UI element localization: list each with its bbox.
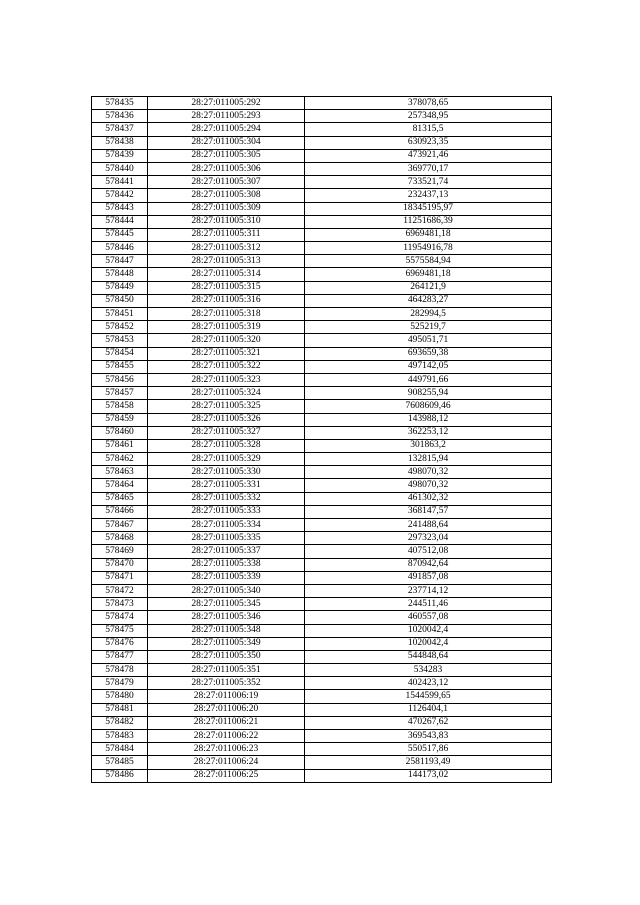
- row-number-cell: 578474: [92, 611, 148, 624]
- cadastral-number-cell: 28:27:011005:305: [148, 149, 305, 162]
- cadastral-number-cell: 28:27:011006:21: [148, 716, 305, 729]
- cadastral-number-cell: 28:27:011005:332: [148, 492, 305, 505]
- table-row: [92, 413, 552, 426]
- value-cell: 6969481,18: [305, 228, 552, 241]
- row-number-cell: 578436: [92, 110, 148, 123]
- row-number-cell: 578452: [92, 321, 148, 334]
- cadastral-number-cell: 28:27:011006:19: [148, 690, 305, 703]
- value-cell: 491857,08: [305, 571, 552, 584]
- cadastral-number-cell: 28:27:011005:340: [148, 584, 305, 597]
- row-number-cell: 578456: [92, 373, 148, 386]
- cadastral-number-cell: 28:27:011005:348: [148, 624, 305, 637]
- cadastral-number-cell: 28:27:011005:337: [148, 545, 305, 558]
- value-cell: 1020042,4: [305, 637, 552, 650]
- row-number-cell: 578468: [92, 532, 148, 545]
- row-number-cell: 578449: [92, 281, 148, 294]
- value-cell: 257348,95: [305, 110, 552, 123]
- table-row: [92, 532, 552, 545]
- cadastral-number-cell: 28:27:011005:346: [148, 611, 305, 624]
- cadastral-number-cell: 28:27:011005:349: [148, 637, 305, 650]
- row-number-cell: 578473: [92, 598, 148, 611]
- row-number-cell: 578463: [92, 466, 148, 479]
- cadastral-number-cell: 28:27:011005:292: [148, 97, 305, 110]
- value-cell: 693659,38: [305, 347, 552, 360]
- row-number-cell: 578484: [92, 743, 148, 756]
- table-row: [92, 110, 552, 123]
- row-number-cell: 578469: [92, 545, 148, 558]
- value-cell: 2581193,49: [305, 756, 552, 769]
- row-number-cell: 578453: [92, 334, 148, 347]
- cadastral-number-cell: 28:27:011005:321: [148, 347, 305, 360]
- cadastral-number-cell: 28:27:011006:22: [148, 730, 305, 743]
- table-row: [92, 558, 552, 571]
- table-row: [92, 281, 552, 294]
- table-row: [92, 677, 552, 690]
- table-row: [92, 439, 552, 452]
- row-number-cell: 578475: [92, 624, 148, 637]
- cadastral-number-cell: 28:27:011005:294: [148, 123, 305, 136]
- value-cell: 1544599,65: [305, 690, 552, 703]
- row-number-cell: 578483: [92, 730, 148, 743]
- table-row: [92, 664, 552, 677]
- row-number-cell: 578464: [92, 479, 148, 492]
- value-cell: 18345195,97: [305, 202, 552, 215]
- table-row: [92, 426, 552, 439]
- table-row: [92, 756, 552, 769]
- value-cell: 81315,5: [305, 123, 552, 136]
- cadastral-number-cell: 28:27:011005:307: [148, 176, 305, 189]
- value-cell: 5575584,94: [305, 255, 552, 268]
- row-number-cell: 578438: [92, 136, 148, 149]
- value-cell: 369543,83: [305, 730, 552, 743]
- row-number-cell: 578451: [92, 308, 148, 321]
- value-cell: 495051,71: [305, 334, 552, 347]
- row-number-cell: 578485: [92, 756, 148, 769]
- row-number-cell: 578437: [92, 123, 148, 136]
- table-row: [92, 492, 552, 505]
- value-cell: 630923,35: [305, 136, 552, 149]
- cadastral-number-cell: 28:27:011005:308: [148, 189, 305, 202]
- table-row: [92, 584, 552, 597]
- value-cell: 11954916,78: [305, 242, 552, 255]
- cadastral-number-cell: 28:27:011005:339: [148, 571, 305, 584]
- cadastral-number-cell: 28:27:011005:316: [148, 294, 305, 307]
- cadastral-number-cell: 28:27:011005:350: [148, 650, 305, 663]
- table-row: [92, 360, 552, 373]
- cadastral-number-cell: 28:27:011005:310: [148, 215, 305, 228]
- cadastral-number-cell: 28:27:011005:323: [148, 373, 305, 386]
- row-number-cell: 578450: [92, 294, 148, 307]
- row-number-cell: 578446: [92, 242, 148, 255]
- table-row: [92, 571, 552, 584]
- row-number-cell: 578477: [92, 650, 148, 663]
- row-number-cell: 578454: [92, 347, 148, 360]
- cadastral-number-cell: 28:27:011005:333: [148, 505, 305, 518]
- cadastral-number-cell: 28:27:011005:315: [148, 281, 305, 294]
- table-row: [92, 769, 552, 782]
- cadastral-number-cell: 28:27:011005:329: [148, 453, 305, 466]
- cadastral-number-cell: 28:27:011005:304: [148, 136, 305, 149]
- row-number-cell: 578471: [92, 571, 148, 584]
- cadastral-number-cell: 28:27:011005:313: [148, 255, 305, 268]
- row-number-cell: 578455: [92, 360, 148, 373]
- value-cell: 368147,57: [305, 505, 552, 518]
- value-cell: 1020042,4: [305, 624, 552, 637]
- cadastral-number-cell: 28:27:011005:326: [148, 413, 305, 426]
- table-row: [92, 637, 552, 650]
- cadastral-number-cell: 28:27:011006:24: [148, 756, 305, 769]
- row-number-cell: 578478: [92, 664, 148, 677]
- row-number-cell: 578442: [92, 189, 148, 202]
- row-number-cell: 578465: [92, 492, 148, 505]
- table-row: [92, 176, 552, 189]
- value-cell: 498070,32: [305, 479, 552, 492]
- table-row: [92, 189, 552, 202]
- row-number-cell: 578466: [92, 505, 148, 518]
- value-cell: 237714,12: [305, 584, 552, 597]
- table-row: [92, 598, 552, 611]
- table-row: [92, 242, 552, 255]
- cadastral-number-cell: 28:27:011005:345: [148, 598, 305, 611]
- table-row: [92, 347, 552, 360]
- table-row: [92, 387, 552, 400]
- cadastral-number-cell: 28:27:011005:309: [148, 202, 305, 215]
- table-row: [92, 730, 552, 743]
- row-number-cell: 578443: [92, 202, 148, 215]
- value-cell: 908255,94: [305, 387, 552, 400]
- value-cell: 369770,17: [305, 162, 552, 175]
- data-table: [91, 96, 552, 783]
- table-row: [92, 466, 552, 479]
- cadastral-number-cell: 28:27:011005:328: [148, 439, 305, 452]
- value-cell: 544848,64: [305, 650, 552, 663]
- row-number-cell: 578482: [92, 716, 148, 729]
- cadastral-number-cell: 28:27:011005:318: [148, 308, 305, 321]
- value-cell: 11251686,39: [305, 215, 552, 228]
- table-row: [92, 373, 552, 386]
- value-cell: 7608609,46: [305, 400, 552, 413]
- row-number-cell: 578448: [92, 268, 148, 281]
- row-number-cell: 578435: [92, 97, 148, 110]
- cadastral-number-cell: 28:27:011005:352: [148, 677, 305, 690]
- row-number-cell: 578458: [92, 400, 148, 413]
- cadastral-number-cell: 28:27:011005:324: [148, 387, 305, 400]
- value-cell: 282994,5: [305, 308, 552, 321]
- row-number-cell: 578444: [92, 215, 148, 228]
- cadastral-number-cell: 28:27:011005:338: [148, 558, 305, 571]
- table-row: [92, 453, 552, 466]
- table-row: [92, 650, 552, 663]
- cadastral-number-cell: 28:27:011005:334: [148, 519, 305, 532]
- cadastral-number-cell: 28:27:011006:25: [148, 769, 305, 782]
- cadastral-number-cell: 28:27:011005:335: [148, 532, 305, 545]
- table-row: [92, 716, 552, 729]
- value-cell: 132815,94: [305, 453, 552, 466]
- table-row: [92, 479, 552, 492]
- value-cell: 498070,32: [305, 466, 552, 479]
- cadastral-number-cell: 28:27:011005:293: [148, 110, 305, 123]
- row-number-cell: 578479: [92, 677, 148, 690]
- cadastral-number-cell: 28:27:011005:306: [148, 162, 305, 175]
- row-number-cell: 578441: [92, 176, 148, 189]
- table-row: [92, 703, 552, 716]
- table-row: [92, 505, 552, 518]
- value-cell: 534283: [305, 664, 552, 677]
- value-cell: 525219,7: [305, 321, 552, 334]
- table-row: [92, 321, 552, 334]
- value-cell: 301863,2: [305, 439, 552, 452]
- value-cell: 870942,64: [305, 558, 552, 571]
- table-row: [92, 690, 552, 703]
- row-number-cell: 578480: [92, 690, 148, 703]
- cadastral-number-cell: 28:27:011005:319: [148, 321, 305, 334]
- value-cell: 143988,12: [305, 413, 552, 426]
- row-number-cell: 578486: [92, 769, 148, 782]
- table-row: [92, 268, 552, 281]
- table-row: [92, 123, 552, 136]
- table-row: [92, 97, 552, 110]
- table-row: [92, 400, 552, 413]
- cadastral-number-cell: 28:27:011005:351: [148, 664, 305, 677]
- table-body: [92, 97, 552, 783]
- cadastral-number-cell: 28:27:011006:23: [148, 743, 305, 756]
- value-cell: 497142,05: [305, 360, 552, 373]
- row-number-cell: 578481: [92, 703, 148, 716]
- row-number-cell: 578457: [92, 387, 148, 400]
- row-number-cell: 578459: [92, 413, 148, 426]
- value-cell: 244511,46: [305, 598, 552, 611]
- cadastral-number-cell: 28:27:011005:314: [148, 268, 305, 281]
- value-cell: 461302,32: [305, 492, 552, 505]
- table-row: [92, 308, 552, 321]
- table-row: [92, 162, 552, 175]
- table-row: [92, 255, 552, 268]
- row-number-cell: 578470: [92, 558, 148, 571]
- table-row: [92, 215, 552, 228]
- table-row: [92, 136, 552, 149]
- table-row: [92, 294, 552, 307]
- value-cell: 407512,08: [305, 545, 552, 558]
- value-cell: 449791,66: [305, 373, 552, 386]
- cadastral-number-cell: 28:27:011005:322: [148, 360, 305, 373]
- value-cell: 144173,02: [305, 769, 552, 782]
- value-cell: 1126404,1: [305, 703, 552, 716]
- value-cell: 297323,04: [305, 532, 552, 545]
- table-row: [92, 624, 552, 637]
- value-cell: 733521,74: [305, 176, 552, 189]
- table-row: [92, 149, 552, 162]
- cadastral-number-cell: 28:27:011005:320: [148, 334, 305, 347]
- table-row: [92, 202, 552, 215]
- table-row: [92, 334, 552, 347]
- table-row: [92, 228, 552, 241]
- value-cell: 470267,62: [305, 716, 552, 729]
- table-row: [92, 611, 552, 624]
- row-number-cell: 578460: [92, 426, 148, 439]
- value-cell: 6969481,18: [305, 268, 552, 281]
- value-cell: 241488,64: [305, 519, 552, 532]
- cadastral-number-cell: 28:27:011005:327: [148, 426, 305, 439]
- table-row: [92, 519, 552, 532]
- row-number-cell: 578461: [92, 439, 148, 452]
- value-cell: 264121,9: [305, 281, 552, 294]
- row-number-cell: 578467: [92, 519, 148, 532]
- value-cell: 232437,13: [305, 189, 552, 202]
- cadastral-number-cell: 28:27:011006:20: [148, 703, 305, 716]
- cadastral-number-cell: 28:27:011005:312: [148, 242, 305, 255]
- value-cell: 464283,27: [305, 294, 552, 307]
- table-row: [92, 545, 552, 558]
- value-cell: 362253,12: [305, 426, 552, 439]
- row-number-cell: 578445: [92, 228, 148, 241]
- row-number-cell: 578439: [92, 149, 148, 162]
- cadastral-number-cell: 28:27:011005:325: [148, 400, 305, 413]
- value-cell: 550517,86: [305, 743, 552, 756]
- value-cell: 402423,12: [305, 677, 552, 690]
- row-number-cell: 578447: [92, 255, 148, 268]
- row-number-cell: 578440: [92, 162, 148, 175]
- row-number-cell: 578462: [92, 453, 148, 466]
- table-row: [92, 743, 552, 756]
- value-cell: 473921,46: [305, 149, 552, 162]
- row-number-cell: 578472: [92, 584, 148, 597]
- cadastral-number-cell: 28:27:011005:330: [148, 466, 305, 479]
- cadastral-number-cell: 28:27:011005:311: [148, 228, 305, 241]
- value-cell: 460557,08: [305, 611, 552, 624]
- value-cell: 378078,65: [305, 97, 552, 110]
- row-number-cell: 578476: [92, 637, 148, 650]
- cadastral-number-cell: 28:27:011005:331: [148, 479, 305, 492]
